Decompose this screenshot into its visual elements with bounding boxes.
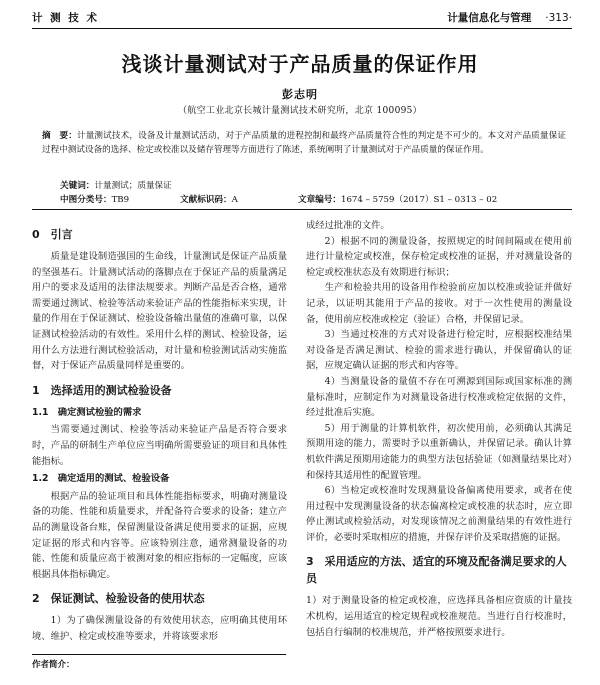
- section-heading: 0 引言: [32, 228, 73, 241]
- section-heading: 2 保证测试、检验设备的使用状态: [32, 592, 205, 606]
- paragraph: 2）根据不同的测量设备，按照规定的时间间隔或在使用前进行计量检定或校准，保存检定或校准的证据，并对测量设备的检定或校准状态及有效期进行标识；: [306, 235, 572, 278]
- affiliation: （航空工业北京长城计量测试技术研究所，北京 100095）: [178, 106, 422, 116]
- paragraph: 6）当检定或校准时发现测量设备偏离使用要求，或者在使用过程中发现测量设备的状态偏离检定或校准的状态时，应立即停止测试或检验活动，对发现该情况之前测量结果的有效性进行评价，必要时采取相应的措施，并保存评价及采取措施的证据。: [306, 485, 572, 543]
- paragraph: 当需要通过测试、检验等活动来验证产品是否符合要求时，产品的研制生产单位应当明确所需要验证的项目和具体性能指标。: [32, 424, 287, 467]
- clc-number: 中图分类号：TB9: [60, 195, 130, 205]
- paragraph: 根据产品的验证项目和具体性能指标要求，明确对测量设备的功能、性能和质量要求，并配备符合要求的设备；建立产品的测量设备台账，保留测量设备满足使用要求的证据，应规定证据的形式和内容等。应该特别注意，通常测量设备的功能、性能和质量应高于被测对象的相应指标的一定幅度，应该根据具体指标确定。: [32, 490, 287, 580]
- author: 彭志明: [282, 88, 318, 101]
- right-column: [306, 218, 572, 640]
- running-header: [32, 6, 572, 29]
- keywords: 关键词：计量测试；质量保证: [60, 181, 172, 191]
- divider: [32, 209, 572, 210]
- paragraph: 5）用于测量的计算机软件，初次使用前，必须确认其满足预期用途的能力，需要时予以重新确认，并保留记录。确认计算机软件满足预期用途能力的典型方法包括验证（如测量结果比对）和保持其适用性的配置管理。: [306, 422, 572, 481]
- section-heading: 3 采用适应的方法、适宜的环境及配备满足要求的人员: [306, 555, 567, 586]
- article-number: 文章编号：1674 – 5759（2017）S1 – 0313 – 02: [298, 195, 498, 205]
- paragraph: 1）为了确保测量设备的有效使用状态，应明确其使用环境、维护、检定或校准等要求，并将该要求形: [32, 615, 287, 642]
- abstract: 摘 要：计量测试技术，设备及计量测试活动，对于产品质量的进程控制和最终产品质量符合性的判定是不可少的。本文对产品质量保证过程中测试设备的选择、检定或校准以及储存管理等方面进行了陈述，系统阐明了计量测试对于产品质量的保证作用。: [42, 131, 566, 155]
- paragraph: 质量是建设制造强国的生命线，计量测试是保证产品质量的坚强基石。计量测试活动的落脚点在于保证产品的质量满足用户的要求及适用的法律法规要求。判断产品是否合格，通常需要通过测试、检验等活动来验证产品的性能指标来实现，计量的作用在于保证测试、检验设备输出量值的准确可靠，以保证测试检验活动的有效性。采用什么样的测试、检验设备，运用什么方法进行测试检验活动，对计量和检验测试活动实施监督，对于保证产品质量同样是重要的。: [32, 251, 287, 372]
- paragraph: 3）当通过校准的方式对设备进行检定时，应根据校准结果对设备是否满足测试、检验的需求进行确认，并保留确认的证据，应规定确认证据的形式和内容等。: [306, 329, 572, 372]
- subsection-heading: 1.1 确定测试检验的需求: [32, 406, 142, 418]
- section-heading: 1 选择适用的测试检验设备: [32, 383, 172, 397]
- doc-code: 文献标识码：A: [180, 195, 238, 205]
- left-column: [32, 218, 287, 644]
- subsection-heading: 1.2 确定适用的测试、检验设备: [32, 473, 170, 485]
- section-name: 计量信息化与管理 ·313·: [447, 12, 572, 24]
- paragraph: 1）对于测量设备的检定或校准，应选择具备相应资质的计量技术机构，运用适宜的检定规程或校准规范。当进行自行校准时，包括自行编制的校准规范，并严格按照要求进行。: [306, 595, 572, 638]
- journal-name: 计 测 技 术: [32, 12, 99, 24]
- article-title: 浅谈计量测试对于产品质量的保证作用: [121, 52, 479, 76]
- paragraph: 4）当测量设备的量值不存在可溯源到国际或国家标准的测量标准时，应制定作为对测量设备进行校准或检定依据的文件，经过批准后实施。: [306, 375, 572, 419]
- page-number: ·313·: [545, 12, 572, 24]
- paragraph: 成经过批准的文件。: [306, 220, 390, 231]
- paragraph: 生产和检验共用的设备用作检验前应加以校准或验证并做好记录，以证明其能用于产品的接收。对于一次性使用的测量设备，使用前应校准或检定（验证）合格，并保留记录。: [306, 282, 572, 325]
- author-note: 作者简介：: [32, 654, 286, 670]
